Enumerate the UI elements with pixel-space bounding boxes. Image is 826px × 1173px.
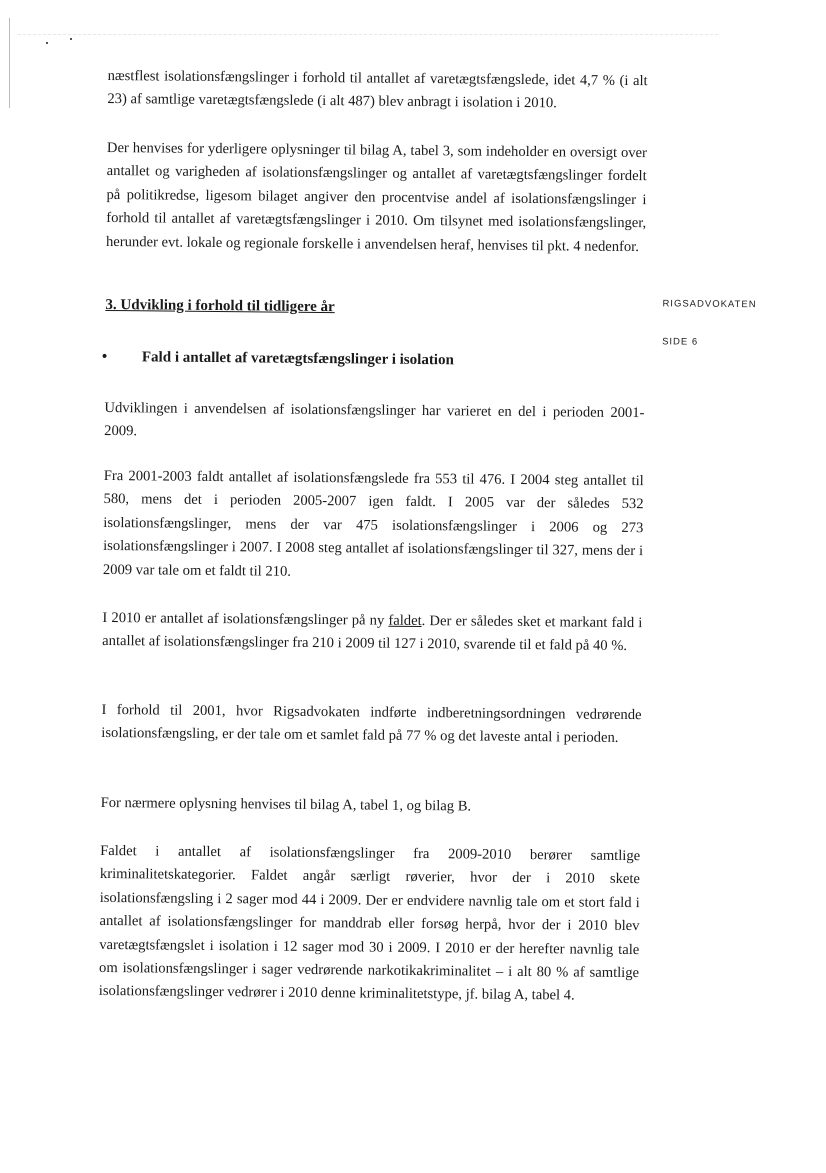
paragraph-2 <box>106 137 647 259</box>
paragraph-text: For nærmere oplysning henvises til bilag A, tabel 1, og bilag B. <box>100 794 472 815</box>
bullet-text: Fald i antallet af varetægtsfængslinger i isolation <box>141 349 454 369</box>
section-heading: 3. Udvikling i forhold til tidligere år <box>105 296 335 316</box>
underlined-word: faldet <box>388 612 422 630</box>
paragraph-text: I forhold til 2001, hvor Rigsadvokaten indførte indberetningsordningen vedrørende isolationsfængsling, er der tale om et samlet fald på 77 % og det laveste antal i perioden. <box>101 701 642 747</box>
paragraph-text: Fra 2001-2003 faldt antallet af isolationsfængslede fra 553 til 476. I 2004 steg antallet til 580, mens det i perioden 2005-2007 igen faldt. I 2005 var der således 532 isolationsfængslinger, mens der var 475 isolationsfængslinger i 2006 og 273 isolationsfængslinger i 2007. I 2008 steg antallet af isolationsfængslinger til 327, mens der i 2009 var tale om et faldt til 210. <box>102 467 644 580</box>
paragraph-text <box>102 607 642 659</box>
paragraph-text: Udviklingen i anvendelsen af isolationsfængslinger har varieret en del i perioden 2001-2009. <box>104 399 645 440</box>
paragraph-4 <box>103 465 644 587</box>
paragraph-text: Faldet i antallet af isolationsfængslinger fra 2009-2010 berører samtlige kriminalitetskategorier. Faldet angår særligt røverier, hvor der i 2010 skete isolationsfængsling i 2 sager mod 44 i 2009. Der er endvidere navnlig tale om et stort fald i antallet af isolationsfængslinger for manddrab eller forsøg herpå, hvor der i 2010 blev varetægtsfængslet i isolation i 12 sager mod 30 i 2009. I 2010 er der herefter navnlig tale om isolationsfængslinger i sager vedrørende narkotikakriminalitet – i alt 80 % af samtlige isolationsfængslinger vedrører i 2010 denne kriminalitetstype, jf. bilag A, tabel 4. <box>98 842 641 1004</box>
text-run: . Der er således sket et markant fald i antallet af isolationsfængslinger fra 210 i 2009 til 127 i 2010, svarende til et fald på 40 %. <box>102 613 643 655</box>
paragraph-1 <box>107 65 647 117</box>
paragraph-7 <box>101 792 641 821</box>
paragraph-text: Der henvises for yderligere oplysninger til bilag A, tabel 3, som indeholder en oversigt over antallet og varigheden af isolationsfængslinger og antallet af varetægtsfængslinger fordelt på politikredse, ligesom bilaget angiver den procentvise andel af isolationsfængslinger i forhold til antallet af varetægtsfængslinger i 2010. Om tilsynet med isolationsfængslinger, herunder evt. lokale og regionale forskelle i anvendelsen heraf, henvises til pkt. 4 nedenfor. <box>105 139 647 255</box>
paragraph-3 <box>104 397 644 449</box>
bullet-item <box>102 349 454 369</box>
paragraph-text: næstflest isolationsfængslinger i forhold til antallet af varetægtsfængslede, idet 4,7 % (i alt 23) af samtlige varetægtsfængslede (i alt 487) blev anbragt i isolation i 2010. <box>107 67 648 112</box>
sidebar-page-number: SIDE 6 <box>662 336 699 348</box>
sidebar-org: RIGSADVOKATEN <box>662 298 757 311</box>
paragraph-6 <box>101 699 641 751</box>
bullet-marker: • <box>101 348 108 365</box>
text-run: I 2010 er antallet af isolationsfængslinger på ny <box>102 609 389 629</box>
paragraph-5 <box>102 607 642 659</box>
paragraph-8 <box>99 840 641 1009</box>
